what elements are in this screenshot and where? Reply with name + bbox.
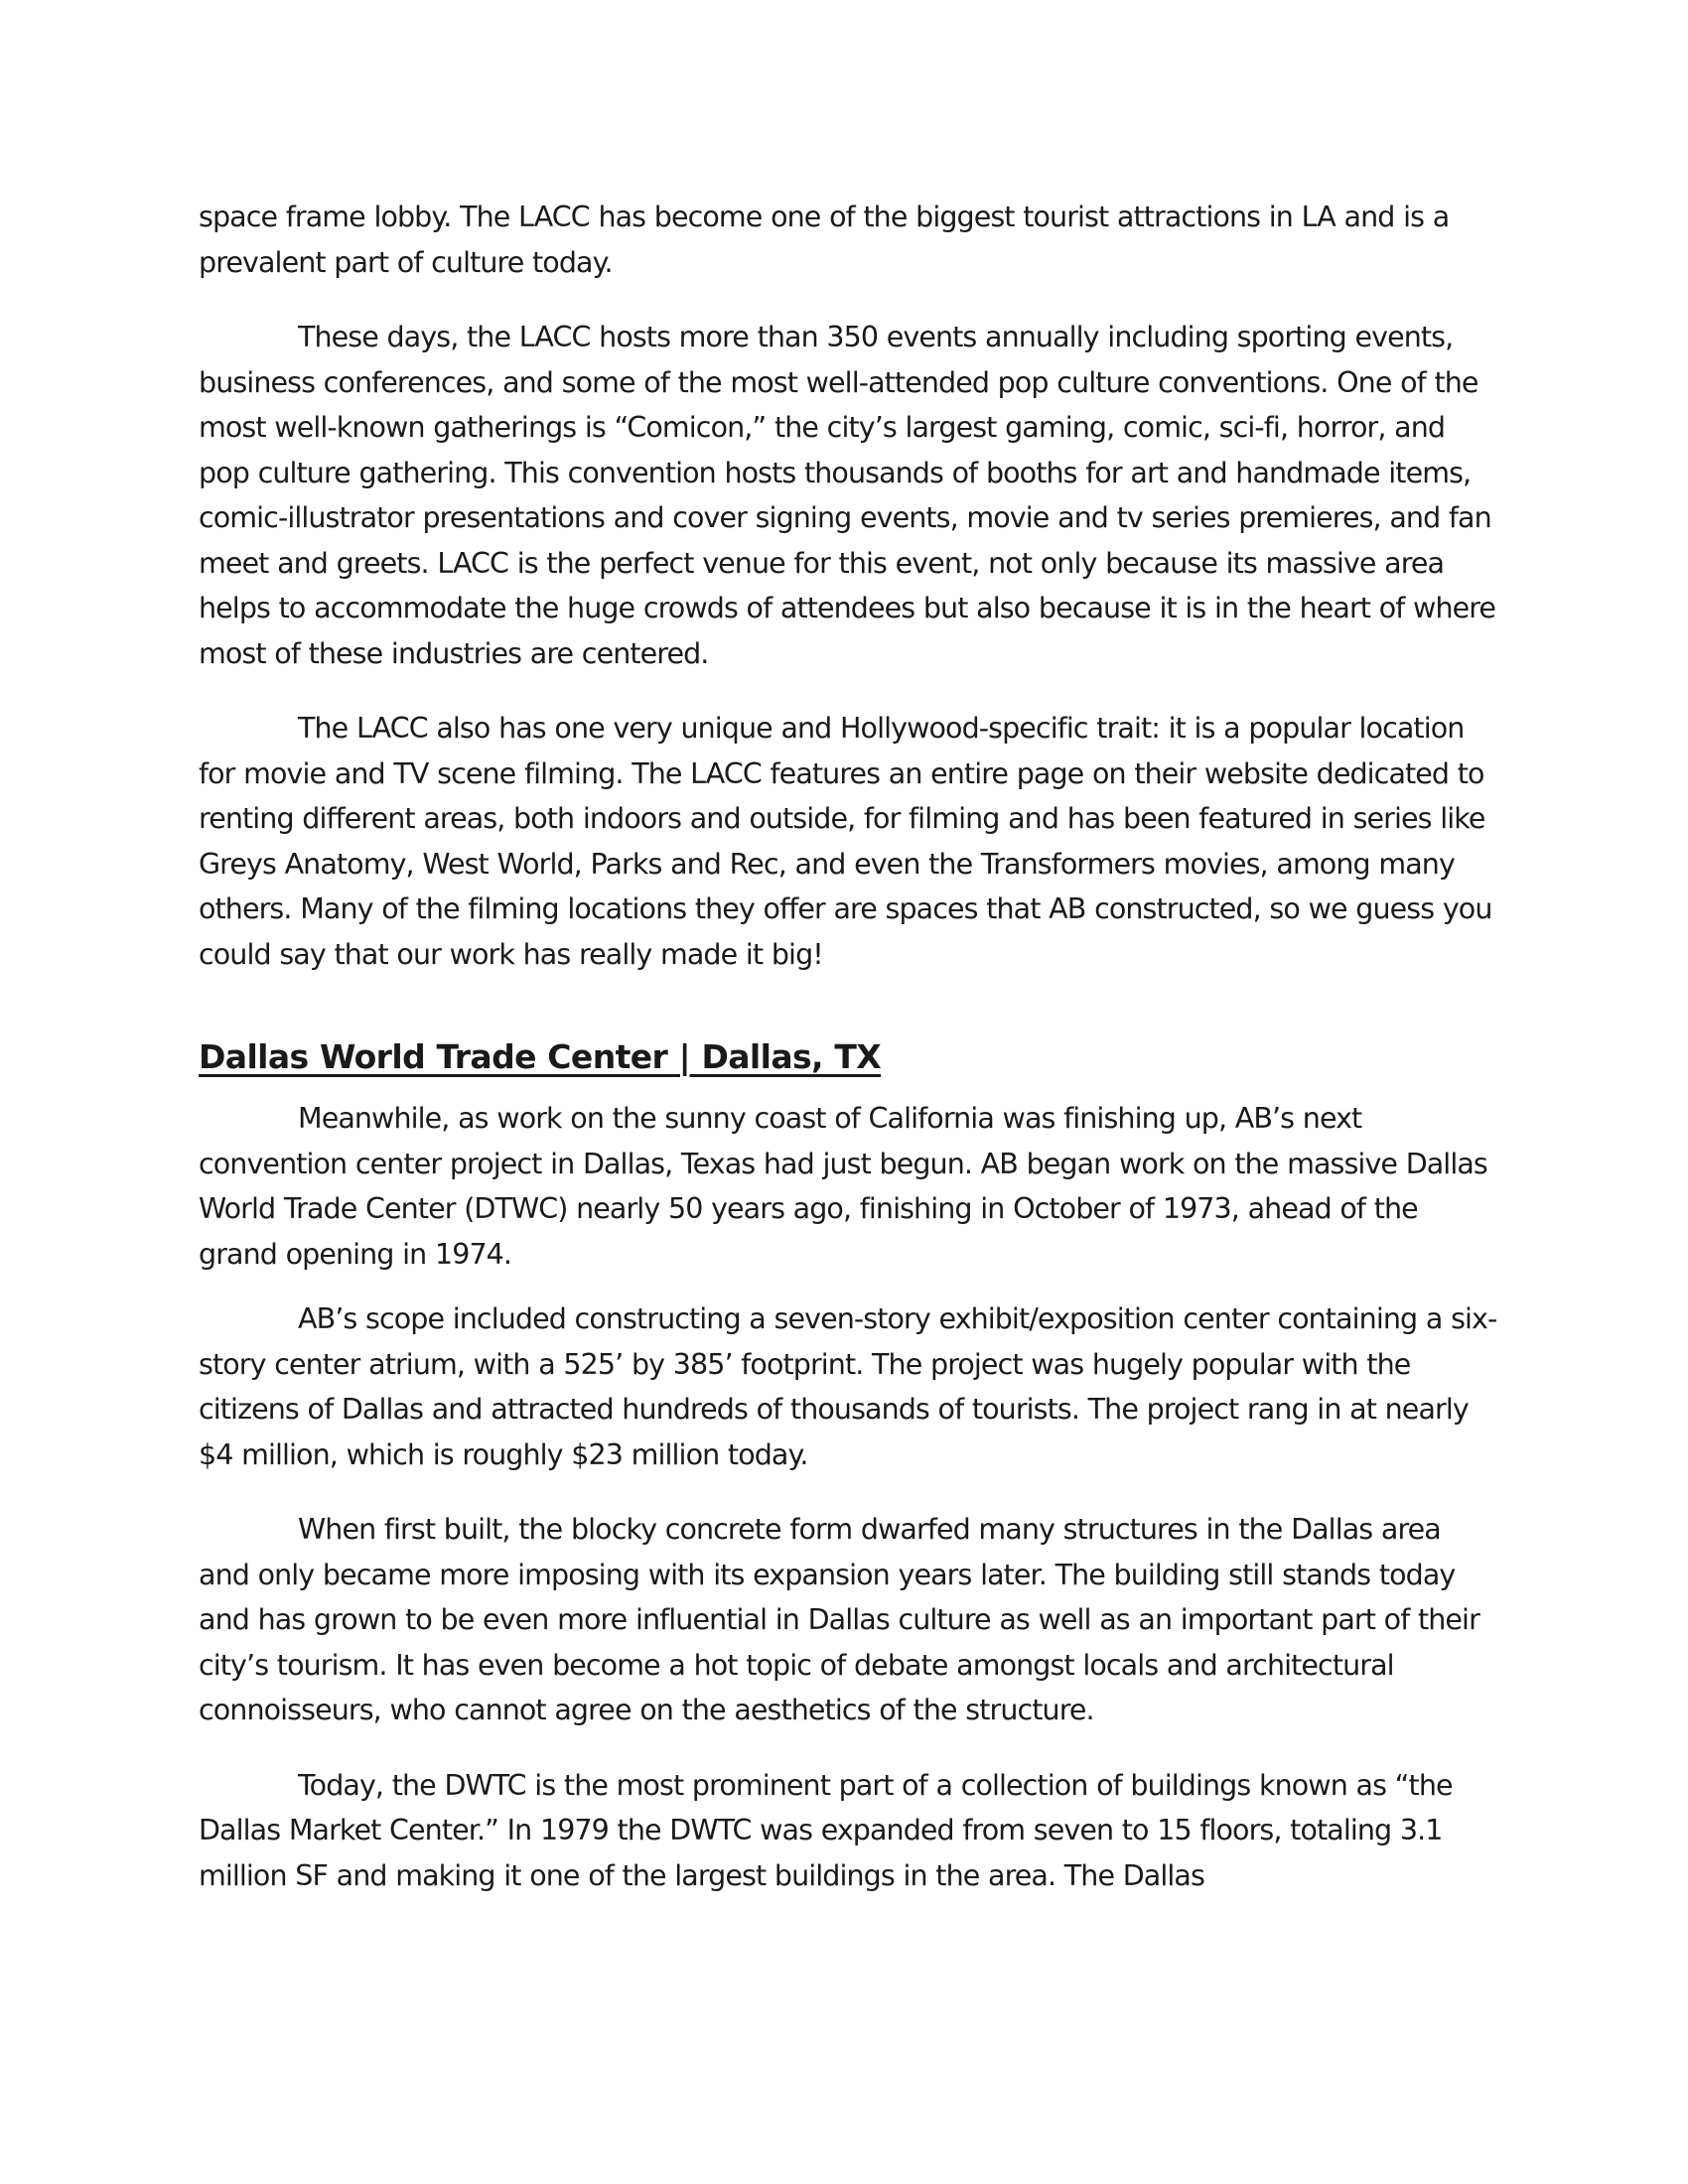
paragraph-lacc-lobby: space frame lobby. The LACC has become one of the biggest tourist attractions in LA and is a prevalent part of culture today. — [199, 201, 1450, 279]
section-heading-dallas: Dallas World Trade Center | Dallas, TX — [199, 1037, 882, 1076]
document-body — [199, 195, 1499, 1928]
paragraph-dwtc-intro: Meanwhile, as work on the sunny coast of California was finishing up, AB’s next convention center project in Dallas, Texas had just begun. AB began work on the massive Dallas World Trade Center (DTWC) nearly 50 years ago, finishing in October of 1973, ahead of the grand opening in 1974. — [199, 1102, 1487, 1271]
paragraph-dwtc-today: Today, the DWTC is the most prominent part of a collection of buildings known as “the Dallas Market Center.” In 1979 the DWTC was expanded from seven to 15 floors, totaling 3.1 million SF and making it one of the largest buildings in the area. The Dallas — [199, 1768, 1453, 1892]
paragraph-dwtc-form: When first built, the blocky concrete form dwarfed many structures in the Dallas area and only became more imposing with its expansion years later. The building still stands today and has grown to be even more influential in Dallas culture as well as an important part of their city’s tourism. It has even become a hot topic of debate amongst locals and architectural connoisseurs, who cannot agree on the aesthetics of the structure. — [199, 1513, 1479, 1726]
paragraph-lacc-events: These days, the LACC hosts more than 350 events annually including sporting events, business conferences, and some of the most well-attended pop culture conventions. One of the most well-known gatherings is “Comicon,” the city’s largest gaming, comic, sci-fi, horror, and pop culture gathering. This convention hosts thousands of booths for art and handmade items, comic-illustrator presentations and cover signing events, movie and tv series premieres, and fan meet and greets. LACC is the perfect venue for this event, not only because its massive area helps to accommodate the huge crowds of attendees but also because it is in the heart of where most of these industries are centered. — [199, 321, 1496, 670]
paragraph-dwtc-scope: AB’s scope included constructing a seven-story exhibit/exposition center containing a six-story center atrium, with a 525’ by 385’ footprint. The project was hugely popular with the citizens of Dallas and attracted hundreds of thousands of tourists. The project rang in at nearly $4 million, which is roughly $23 million today. — [199, 1302, 1497, 1471]
paragraph-lacc-filming: The LACC also has one very unique and Hollywood-specific trait: it is a popular location for movie and TV scene filming. The LACC features an entire page on their website dedicated to renting different areas, both indoors and outside, for filming and has been featured in series like Greys Anatomy, West World, Parks and Rec, and even the Transformers movies, among many others. Many of the filming locations they offer are spaces that AB constructed, so we guess you could say that our work has really made it big! — [199, 712, 1492, 971]
